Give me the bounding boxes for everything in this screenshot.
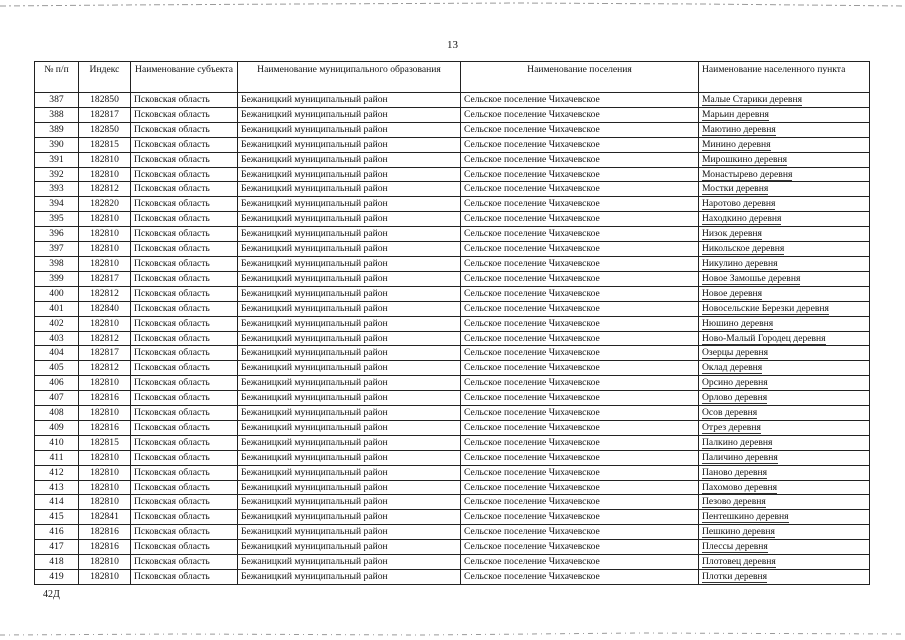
row-subject: Псковская область — [131, 212, 238, 227]
locality-name: Плотки деревня — [702, 571, 768, 582]
row-settlement: Сельское поселение Чихачевское — [461, 406, 699, 421]
table-row — [35, 316, 870, 331]
table-row — [35, 555, 870, 570]
row-num: 391 — [35, 152, 79, 167]
row-municipality: Бежаницкий муниципальный район — [238, 93, 461, 108]
row-municipality: Бежаницкий муниципальный район — [238, 197, 461, 212]
table-row — [35, 242, 870, 257]
row-settlement: Сельское поселение Чихачевское — [461, 167, 699, 182]
row-index: 182810 — [79, 152, 131, 167]
row-settlement: Сельское поселение Чихачевское — [461, 256, 699, 271]
row-municipality: Бежаницкий муниципальный район — [238, 495, 461, 510]
row-index: 182816 — [79, 525, 131, 540]
locality-name: Орлово деревня — [702, 392, 768, 404]
header-num: № п/п — [35, 62, 79, 93]
table-row — [35, 540, 870, 555]
row-municipality: Бежаницкий муниципальный район — [238, 406, 461, 421]
row-locality — [699, 376, 870, 391]
row-settlement: Сельское поселение Чихачевское — [461, 540, 699, 555]
locality-name: Ново-Малый Городец деревня — [702, 332, 826, 344]
row-settlement: Сельское поселение Чихачевское — [461, 242, 699, 257]
row-municipality: Бежаницкий муниципальный район — [238, 346, 461, 361]
row-num: 407 — [35, 391, 79, 406]
row-settlement: Сельское поселение Чихачевское — [461, 271, 699, 286]
locality-name: Мирошкино деревня — [702, 153, 788, 165]
row-locality — [699, 242, 870, 257]
row-subject: Псковская область — [131, 167, 238, 182]
table-row — [35, 480, 870, 495]
table-row — [35, 510, 870, 525]
row-locality — [699, 420, 870, 435]
row-municipality: Бежаницкий муниципальный район — [238, 555, 461, 570]
row-settlement: Сельское поселение Чихачевское — [461, 152, 699, 167]
table-row — [35, 167, 870, 182]
locality-name: Палкино деревня — [702, 436, 773, 448]
row-locality — [699, 197, 870, 212]
row-municipality: Бежаницкий муниципальный район — [238, 420, 461, 435]
row-index: 182817 — [79, 346, 131, 361]
row-num: 408 — [35, 406, 79, 421]
row-index: 182850 — [79, 122, 131, 137]
row-locality — [699, 107, 870, 122]
page-number: 13 — [447, 39, 458, 51]
table-row — [35, 525, 870, 540]
locality-name: Новосельские Березки деревня — [702, 302, 829, 314]
table-row — [35, 435, 870, 450]
row-num: 404 — [35, 346, 79, 361]
row-settlement: Сельское поселение Чихачевское — [461, 525, 699, 540]
row-num: 393 — [35, 182, 79, 197]
table-row — [35, 137, 870, 152]
row-num: 396 — [35, 227, 79, 242]
row-index: 182812 — [79, 286, 131, 301]
footer-code: 42Д — [43, 589, 60, 600]
row-municipality: Бежаницкий муниципальный район — [238, 122, 461, 137]
row-municipality: Бежаницкий муниципальный район — [238, 525, 461, 540]
row-subject: Псковская область — [131, 107, 238, 122]
row-num: 399 — [35, 271, 79, 286]
row-subject: Псковская область — [131, 137, 238, 152]
table-row — [35, 122, 870, 137]
row-num: 412 — [35, 465, 79, 480]
row-settlement: Сельское поселение Чихачевское — [461, 137, 699, 152]
row-locality — [699, 316, 870, 331]
row-subject: Псковская область — [131, 346, 238, 361]
row-locality — [699, 435, 870, 450]
table-row — [35, 107, 870, 122]
table-row — [35, 570, 870, 585]
locality-name: Пезово деревня — [702, 496, 766, 508]
locality-name: Новое Замошье деревня — [702, 272, 801, 284]
row-subject: Псковская область — [131, 450, 238, 465]
table-row — [35, 227, 870, 242]
row-num: 403 — [35, 331, 79, 346]
row-municipality: Бежаницкий муниципальный район — [238, 331, 461, 346]
row-num: 392 — [35, 167, 79, 182]
row-index: 182841 — [79, 510, 131, 525]
row-subject: Псковская область — [131, 391, 238, 406]
row-num: 388 — [35, 107, 79, 122]
row-num: 405 — [35, 361, 79, 376]
row-num: 411 — [35, 450, 79, 465]
row-num: 417 — [35, 540, 79, 555]
table-body — [35, 93, 870, 585]
row-settlement: Сельское поселение Чихачевское — [461, 212, 699, 227]
row-index: 182810 — [79, 167, 131, 182]
row-index: 182840 — [79, 301, 131, 316]
table-row — [35, 450, 870, 465]
row-subject: Псковская область — [131, 495, 238, 510]
row-locality — [699, 212, 870, 227]
row-settlement: Сельское поселение Чихачевское — [461, 286, 699, 301]
row-index: 182812 — [79, 331, 131, 346]
locality-name: Плотовец деревня — [702, 556, 776, 568]
row-municipality: Бежаницкий муниципальный район — [238, 242, 461, 257]
row-num: 397 — [35, 242, 79, 257]
row-num: 387 — [35, 93, 79, 108]
table-row — [35, 152, 870, 167]
row-locality — [699, 406, 870, 421]
locality-name: Новое деревня — [702, 287, 763, 299]
table-row — [35, 286, 870, 301]
row-settlement: Сельское поселение Чихачевское — [461, 346, 699, 361]
row-municipality: Бежаницкий муниципальный район — [238, 286, 461, 301]
row-subject: Псковская область — [131, 152, 238, 167]
row-subject: Псковская область — [131, 227, 238, 242]
row-locality — [699, 555, 870, 570]
row-municipality: Бежаницкий муниципальный район — [238, 435, 461, 450]
row-locality — [699, 286, 870, 301]
row-index: 182810 — [79, 242, 131, 257]
row-num: 410 — [35, 435, 79, 450]
row-subject: Псковская область — [131, 93, 238, 108]
row-subject: Псковская область — [131, 570, 238, 585]
row-index: 182812 — [79, 361, 131, 376]
row-locality — [699, 152, 870, 167]
row-settlement: Сельское поселение Чихачевское — [461, 555, 699, 570]
table-row — [35, 406, 870, 421]
row-municipality: Бежаницкий муниципальный район — [238, 182, 461, 197]
row-index: 182810 — [79, 227, 131, 242]
locality-name: Монастырево деревня — [702, 168, 793, 180]
row-locality — [699, 137, 870, 152]
row-locality — [699, 540, 870, 555]
row-settlement: Сельское поселение Чихачевское — [461, 227, 699, 242]
row-index: 182810 — [79, 570, 131, 585]
locality-name: Орсино деревня — [702, 377, 768, 389]
row-subject: Псковская область — [131, 182, 238, 197]
row-municipality: Бежаницкий муниципальный район — [238, 361, 461, 376]
row-num: 395 — [35, 212, 79, 227]
locality-name: Минино деревня — [702, 138, 771, 150]
row-municipality: Бежаницкий муниципальный район — [238, 212, 461, 227]
table-row — [35, 420, 870, 435]
row-settlement: Сельское поселение Чихачевское — [461, 391, 699, 406]
row-municipality: Бежаницкий муниципальный район — [238, 271, 461, 286]
row-settlement: Сельское поселение Чихачевское — [461, 301, 699, 316]
row-index: 182817 — [79, 271, 131, 286]
row-locality — [699, 525, 870, 540]
row-num: 402 — [35, 316, 79, 331]
row-index: 182815 — [79, 435, 131, 450]
row-subject: Псковская область — [131, 435, 238, 450]
locality-name: Оклад деревня — [702, 362, 763, 374]
table-row — [35, 197, 870, 212]
row-settlement: Сельское поселение Чихачевское — [461, 93, 699, 108]
header-settlement: Наименование поселения — [461, 62, 699, 93]
row-subject: Псковская область — [131, 316, 238, 331]
table-row — [35, 93, 870, 108]
row-settlement: Сельское поселение Чихачевское — [461, 376, 699, 391]
row-index: 182810 — [79, 495, 131, 510]
table-row — [35, 391, 870, 406]
row-num: 398 — [35, 256, 79, 271]
row-municipality: Бежаницкий муниципальный район — [238, 540, 461, 555]
row-num: 406 — [35, 376, 79, 391]
locality-name: Пешкино деревня — [702, 526, 775, 538]
row-locality — [699, 182, 870, 197]
row-settlement: Сельское поселение Чихачевское — [461, 465, 699, 480]
locality-name: Паличино деревня — [702, 451, 778, 463]
row-municipality: Бежаницкий муниципальный район — [238, 316, 461, 331]
table-row — [35, 465, 870, 480]
row-index: 182810 — [79, 406, 131, 421]
row-index: 182850 — [79, 93, 131, 108]
row-num: 390 — [35, 137, 79, 152]
row-index: 182810 — [79, 450, 131, 465]
row-municipality: Бежаницкий муниципальный район — [238, 107, 461, 122]
row-num: 394 — [35, 197, 79, 212]
locality-name: Осов деревня — [702, 407, 758, 419]
locality-name: Мостки деревня — [702, 183, 769, 195]
row-subject: Псковская область — [131, 242, 238, 257]
row-settlement: Сельское поселение Чихачевское — [461, 450, 699, 465]
row-num: 419 — [35, 570, 79, 585]
row-subject: Псковская область — [131, 540, 238, 555]
row-municipality: Бежаницкий муниципальный район — [238, 167, 461, 182]
row-subject: Псковская область — [131, 420, 238, 435]
header-locality: Наименование населенного пункта — [699, 62, 870, 93]
row-num: 415 — [35, 510, 79, 525]
table-row — [35, 331, 870, 346]
row-municipality: Бежаницкий муниципальный район — [238, 227, 461, 242]
row-locality — [699, 301, 870, 316]
table-header-row — [35, 62, 870, 93]
table-row — [35, 495, 870, 510]
row-locality — [699, 391, 870, 406]
locality-name: Озерцы деревня — [702, 347, 769, 359]
row-locality — [699, 480, 870, 495]
row-subject: Псковская область — [131, 331, 238, 346]
row-settlement: Сельское поселение Чихачевское — [461, 510, 699, 525]
row-subject: Псковская область — [131, 197, 238, 212]
row-locality — [699, 167, 870, 182]
row-settlement: Сельское поселение Чихачевское — [461, 182, 699, 197]
row-municipality: Бежаницкий муниципальный район — [238, 391, 461, 406]
row-index: 182817 — [79, 107, 131, 122]
row-municipality: Бежаницкий муниципальный район — [238, 450, 461, 465]
row-municipality: Бежаницкий муниципальный район — [238, 301, 461, 316]
row-locality — [699, 450, 870, 465]
row-locality — [699, 331, 870, 346]
row-subject: Псковская область — [131, 361, 238, 376]
row-subject: Псковская область — [131, 406, 238, 421]
table-row — [35, 182, 870, 197]
table-row — [35, 376, 870, 391]
row-subject: Псковская область — [131, 555, 238, 570]
locality-name: Нюшино деревня — [702, 317, 774, 329]
row-index: 182816 — [79, 420, 131, 435]
row-index: 182810 — [79, 555, 131, 570]
locality-name: Никольское деревня — [702, 243, 785, 255]
row-num: 414 — [35, 495, 79, 510]
row-subject: Псковская область — [131, 376, 238, 391]
scan-edge-bottom — [0, 628, 905, 640]
table-row — [35, 212, 870, 227]
row-index: 182810 — [79, 256, 131, 271]
row-locality — [699, 570, 870, 585]
row-municipality: Бежаницкий муниципальный район — [238, 256, 461, 271]
row-municipality: Бежаницкий муниципальный район — [238, 480, 461, 495]
table-row — [35, 271, 870, 286]
row-settlement: Сельское поселение Чихачевское — [461, 331, 699, 346]
row-index: 182810 — [79, 212, 131, 227]
header-subject: Наименование субъекта — [131, 62, 238, 93]
settlements-table — [34, 61, 870, 585]
row-settlement: Сельское поселение Чихачевское — [461, 361, 699, 376]
row-num: 418 — [35, 555, 79, 570]
row-municipality: Бежаницкий муниципальный район — [238, 376, 461, 391]
row-num: 409 — [35, 420, 79, 435]
row-index: 182816 — [79, 391, 131, 406]
row-subject: Псковская область — [131, 301, 238, 316]
row-index: 182816 — [79, 540, 131, 555]
scan-edge-top — [0, 0, 905, 10]
locality-name: Малые Старики деревня — [702, 94, 802, 105]
table-row — [35, 256, 870, 271]
locality-name: Низок деревня — [702, 228, 762, 240]
row-num: 389 — [35, 122, 79, 137]
row-subject: Псковская область — [131, 510, 238, 525]
locality-name: Пахомово деревня — [702, 481, 778, 493]
row-locality — [699, 495, 870, 510]
row-num: 400 — [35, 286, 79, 301]
row-municipality: Бежаницкий муниципальный район — [238, 465, 461, 480]
row-index: 182812 — [79, 182, 131, 197]
row-subject: Псковская область — [131, 525, 238, 540]
row-settlement: Сельское поселение Чихачевское — [461, 480, 699, 495]
row-settlement: Сельское поселение Чихачевское — [461, 570, 699, 585]
row-locality — [699, 361, 870, 376]
row-index: 182820 — [79, 197, 131, 212]
row-municipality: Бежаницкий муниципальный район — [238, 570, 461, 585]
row-subject: Псковская область — [131, 286, 238, 301]
table-row — [35, 301, 870, 316]
row-settlement: Сельское поселение Чихачевское — [461, 316, 699, 331]
locality-name: Марьин деревня — [702, 108, 769, 120]
locality-name: Пентешкино деревня — [702, 511, 789, 523]
row-settlement: Сельское поселение Чихачевское — [461, 107, 699, 122]
row-index: 182810 — [79, 480, 131, 495]
row-subject: Псковская область — [131, 271, 238, 286]
row-locality — [699, 93, 870, 108]
row-locality — [699, 510, 870, 525]
locality-name: Отрез деревня — [702, 421, 761, 433]
header-municipality: Наименование муниципального образования — [238, 62, 461, 93]
locality-name: Никулино деревня — [702, 257, 778, 269]
locality-name: Находкино деревня — [702, 213, 782, 225]
row-subject: Псковская область — [131, 465, 238, 480]
locality-name: Маютино деревня — [702, 123, 776, 135]
row-locality — [699, 227, 870, 242]
row-locality — [699, 346, 870, 361]
row-settlement: Сельское поселение Чихачевское — [461, 495, 699, 510]
locality-name: Паново деревня — [702, 466, 768, 478]
locality-name: Плессы деревня — [702, 541, 768, 553]
row-index: 182810 — [79, 465, 131, 480]
row-subject: Псковская область — [131, 256, 238, 271]
row-num: 401 — [35, 301, 79, 316]
row-subject: Псковская область — [131, 480, 238, 495]
header-index: Индекс — [79, 62, 131, 93]
locality-name: Наротово деревня — [702, 198, 776, 210]
row-settlement: Сельское поселение Чихачевское — [461, 435, 699, 450]
row-locality — [699, 256, 870, 271]
row-settlement: Сельское поселение Чихачевское — [461, 122, 699, 137]
table-row — [35, 361, 870, 376]
row-num: 416 — [35, 525, 79, 540]
row-index: 182810 — [79, 316, 131, 331]
row-municipality: Бежаницкий муниципальный район — [238, 510, 461, 525]
row-locality — [699, 465, 870, 480]
row-settlement: Сельское поселение Чихачевское — [461, 197, 699, 212]
row-municipality: Бежаницкий муниципальный район — [238, 152, 461, 167]
row-locality — [699, 122, 870, 137]
row-index: 182810 — [79, 376, 131, 391]
row-num: 413 — [35, 480, 79, 495]
row-subject: Псковская область — [131, 122, 238, 137]
table-row — [35, 346, 870, 361]
row-index: 182815 — [79, 137, 131, 152]
row-settlement: Сельское поселение Чихачевское — [461, 420, 699, 435]
row-municipality: Бежаницкий муниципальный район — [238, 137, 461, 152]
row-locality — [699, 271, 870, 286]
